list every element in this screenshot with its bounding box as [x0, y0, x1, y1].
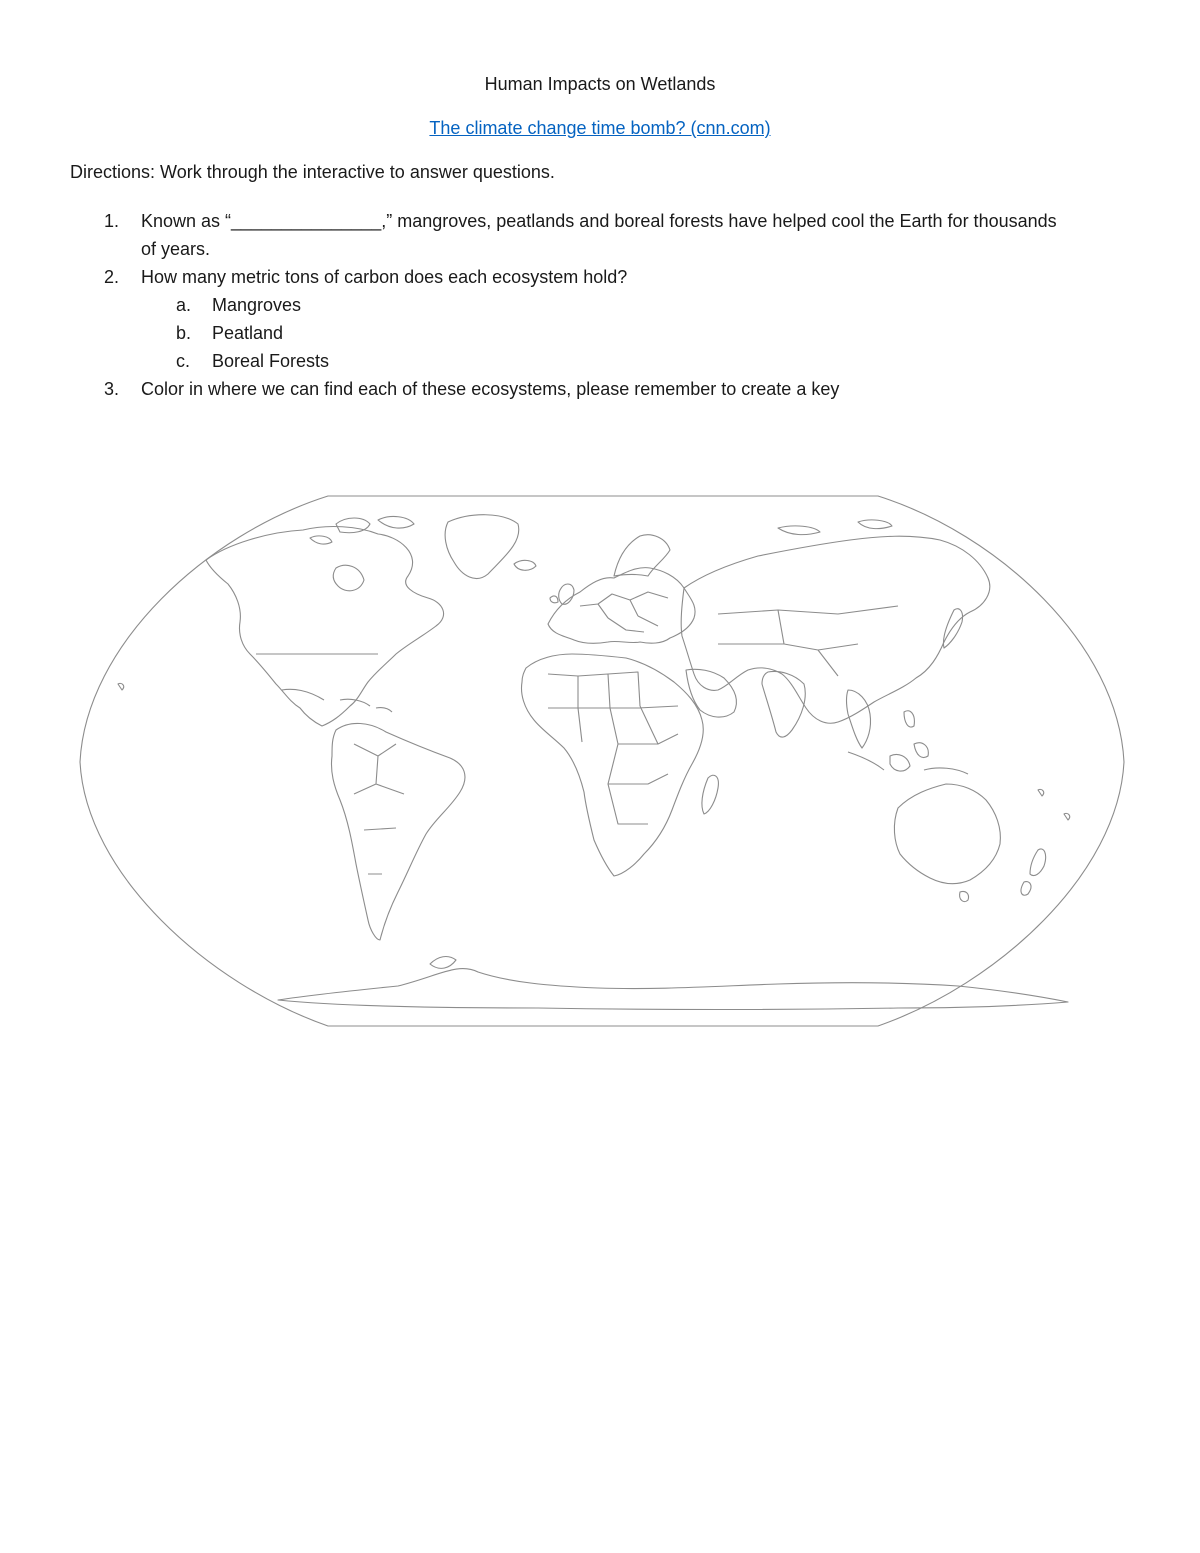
antarctic-peninsula	[430, 957, 456, 969]
africa-borders	[548, 672, 678, 824]
sub-item-text: Peatland	[212, 323, 284, 343]
sub-item-letter: c.	[176, 351, 191, 371]
sub-item-text: Boreal Forests	[212, 351, 330, 371]
greenland-outline	[445, 515, 519, 579]
antarctica-outline	[278, 969, 1068, 1010]
map-frame	[80, 496, 1124, 1026]
world-map	[78, 494, 1126, 1028]
siberia-islands	[778, 520, 892, 535]
japan	[943, 609, 962, 648]
sub-item-text: Mangroves	[212, 295, 302, 315]
europe-borders	[580, 592, 668, 632]
question-number: 1.	[104, 211, 120, 231]
india-outline	[762, 672, 805, 738]
europe-outline	[548, 568, 695, 644]
arabia-outline	[686, 669, 736, 717]
article-link-line	[0, 118, 1200, 139]
pacific-islands	[118, 683, 1070, 820]
north-america-outline	[206, 527, 444, 726]
sub-item-b	[0, 319, 1200, 347]
question-list	[0, 207, 1200, 403]
madagascar	[702, 775, 718, 814]
question-number: 2.	[104, 267, 120, 287]
asia-outline	[681, 536, 990, 723]
sub-item-c	[0, 347, 1200, 375]
scandinavia-outline	[614, 535, 670, 576]
world-map-svg	[78, 494, 1126, 1028]
new-zealand	[1021, 849, 1046, 895]
question-text: Color in where we can find each of these ecosystems, please remember to create a key	[141, 379, 840, 399]
iceland	[514, 560, 536, 570]
question-2	[0, 263, 1200, 291]
sub-item-a	[0, 291, 1200, 319]
page-title: Human Impacts on Wetlands	[484, 74, 716, 94]
south-america-borders	[354, 744, 404, 874]
tasmania	[960, 891, 969, 901]
directions-text: Directions: Work through the interactive to answer questions.	[70, 162, 555, 182]
question-text: Known as “_______________,” mangroves, peatlands and boreal forests have helped cool the Earth for thousands of years.	[141, 211, 1057, 259]
southeast-asia-outline	[847, 690, 871, 748]
australia-outline	[894, 784, 1000, 884]
canada-islands	[310, 517, 414, 545]
sub-item-letter: b.	[176, 323, 192, 343]
british-isles	[550, 584, 574, 604]
cuba-islands	[340, 699, 392, 712]
south-america-outline	[331, 723, 464, 940]
question-number: 3.	[104, 379, 120, 399]
article-link[interactable]: The climate change time bomb? (cnn.com)	[429, 118, 771, 138]
question-1	[0, 207, 1200, 263]
hudson-bay	[333, 565, 364, 591]
asia-borders	[718, 606, 898, 676]
question-3	[0, 375, 1200, 403]
question-text: How many metric tons of carbon does each ecosystem hold?	[141, 267, 628, 287]
sub-item-letter: a.	[176, 295, 192, 315]
